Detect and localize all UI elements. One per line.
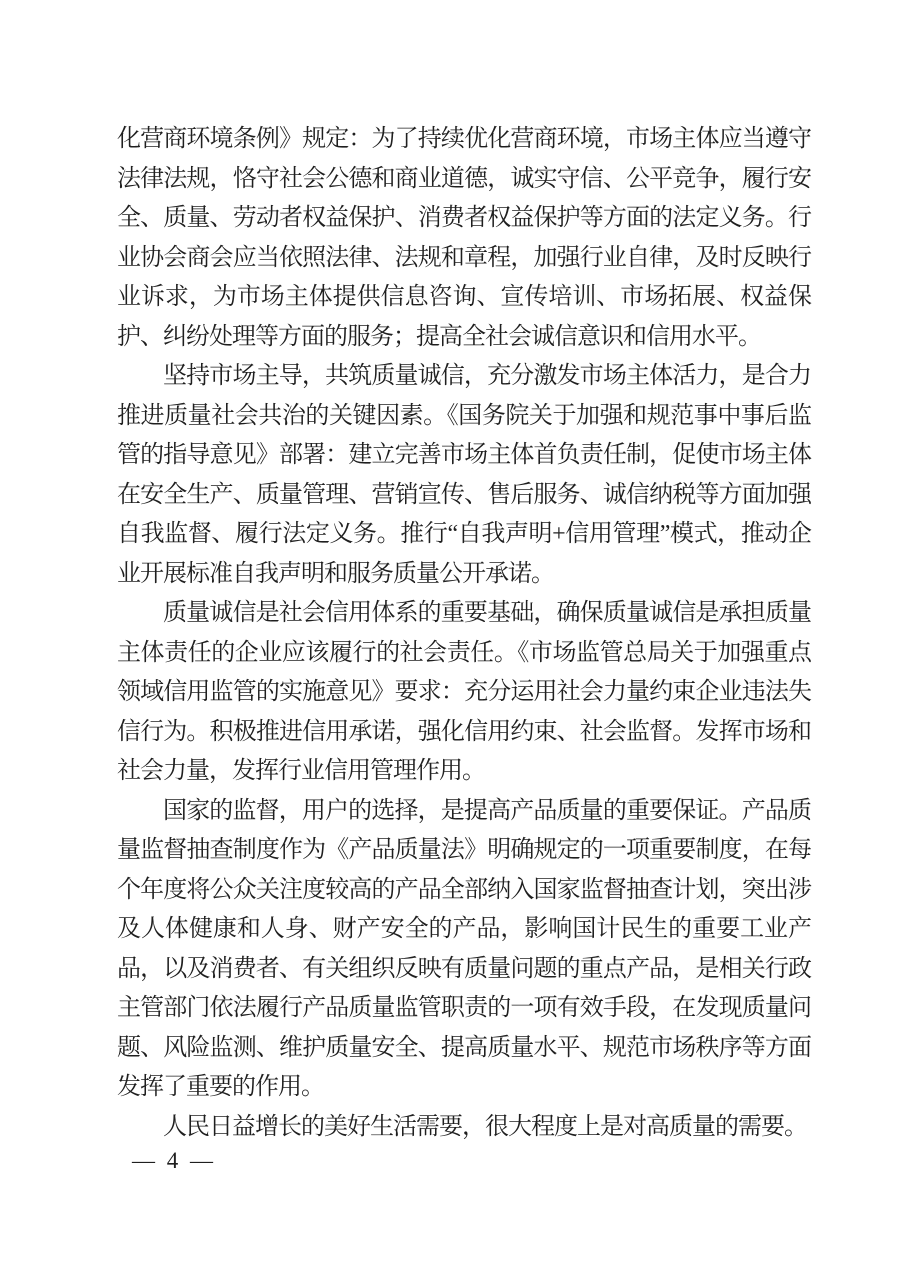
- page-number: — 4 —: [132, 1148, 216, 1173]
- paragraph: 坚持市场主导，共筑质量诚信，充分激发市场主体活力，是合力推进质量社会共治的关键因素。《国务院关于加强和规范事中事后监管的指导意见》部署：建立完善市场主体首负责任制，促使市场主体在安全生产、质量管理、营销宣传、售后服务、诚信纳税等方面加强自我监督、履行法定义务。推行“自我声明+信用管理”模式，推动企业开展标准自我声明和服务质量公开承诺。: [117, 363, 811, 587]
- paragraph: 化营商环境条例》规定：为了持续优化营商环境，市场主体应当遵守法律法规，恪守社会公德和商业道德，诚实守信、公平竞争，履行安全、质量、劳动者权益保护、消费者权益保护等方面的法定义务。行业协会商会应当依照法律、法规和章程，加强行业自律，及时反映行业诉求，为市场主体提供信息咨询、宣传培训、市场拓展、权益保护、纠纷处理等方面的服务；提高全社会诚信意识和信用水平。: [117, 126, 811, 350]
- paragraph: 质量诚信是社会信用体系的重要基础，确保质量诚信是承担质量主体责任的企业应该履行的社会责任。《市场监管总局关于加强重点领域信用监管的实施意见》要求：充分运用社会力量约束企业违法失信行为。积极推进信用承诺，强化信用约束、社会监督。发挥市场和社会力量，发挥行业信用管理作用。: [117, 600, 811, 784]
- paragraph: 国家的监督，用户的选择，是提高产品质量的重要保证。产品质量监督抽查制度作为《产品质量法》明确规定的一项重要制度，在每个年度将公众关注度较高的产品全部纳入国家监督抽查计划，突出涉及人体健康和人身、财产安全的产品，影响国计民生的重要工业产品，以及消费者、有关组织反映有质量问题的重点产品，是相关行政主管部门依法履行产品质量监管职责的一项有效手段，在发现质量问题、风险监测、维护质量安全、提高质量水平、规范市场秩序等方面发挥了重要的作用。: [117, 797, 811, 1100]
- text-block: [117, 120, 811, 1147]
- paragraph: 人民日益增长的美好生活需要，很大程度上是对高质量的需要。: [163, 1113, 807, 1140]
